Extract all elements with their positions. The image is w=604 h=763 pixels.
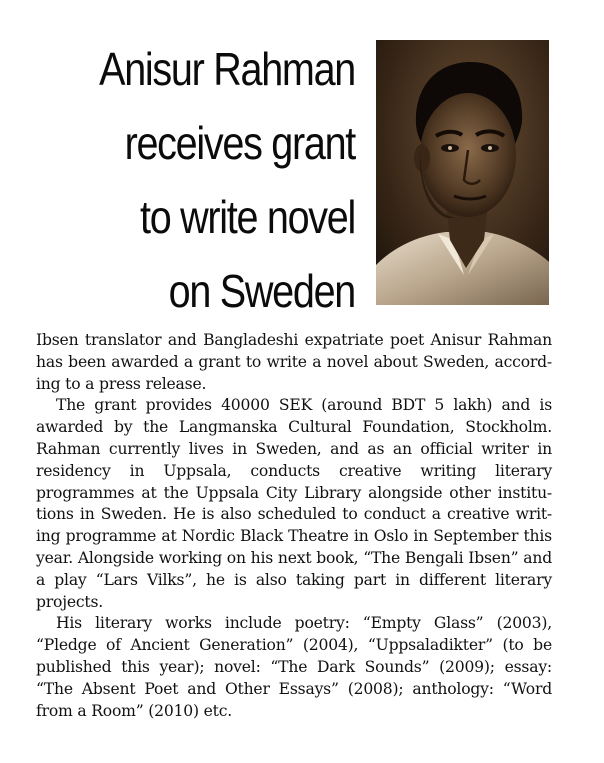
- portrait-image: [376, 40, 549, 305]
- article-body: [36, 330, 552, 722]
- article-paragraph-3: His literary works include poetry: “Empty Glass” (2003), “Pledge of Ancient Generation” (2004), “Uppsaladikter” (to be published this year); novel: “The Dark Sounds” (2009); essay: “The Absent Poet and Other Essays” (2008); anthology: “Word from a Room” (2010) etc.: [36, 614, 552, 720]
- headline: [67, 32, 355, 328]
- headline-line-4: on Sweden: [168, 265, 355, 317]
- article-paragraph-2: The grant provides 40000 SEK (around BDT 5 lakh) and is awarded by the Langmanska Cultural Foundation, Stockholm. Rahman currently lives in Sweden, and as an official writer in residency in Uppsala, conducts creative writing literary programmes at the Uppsala City Library alongside other institu-tions in Sweden. He is also scheduled to conduct a creative writ-ing programme at Nordic Black Theatre in Oslo in September this year. Alongside working on his next book, “The Bengali Ibsen” and a play “Lars Vilks”, he is also taking part in different literary projects.: [36, 396, 552, 611]
- article-paragraph-1: Ibsen translator and Bangladeshi expatriate poet Anisur Rahman has been awarded a grant to write a novel about Sweden, accord-ing to a press release.: [36, 331, 552, 393]
- headline-line-2: receives grant: [124, 117, 355, 169]
- headline-line-1: Anisur Rahman: [99, 43, 355, 95]
- author-portrait-photo: [376, 40, 549, 305]
- headline-line-3: to write novel: [139, 191, 355, 243]
